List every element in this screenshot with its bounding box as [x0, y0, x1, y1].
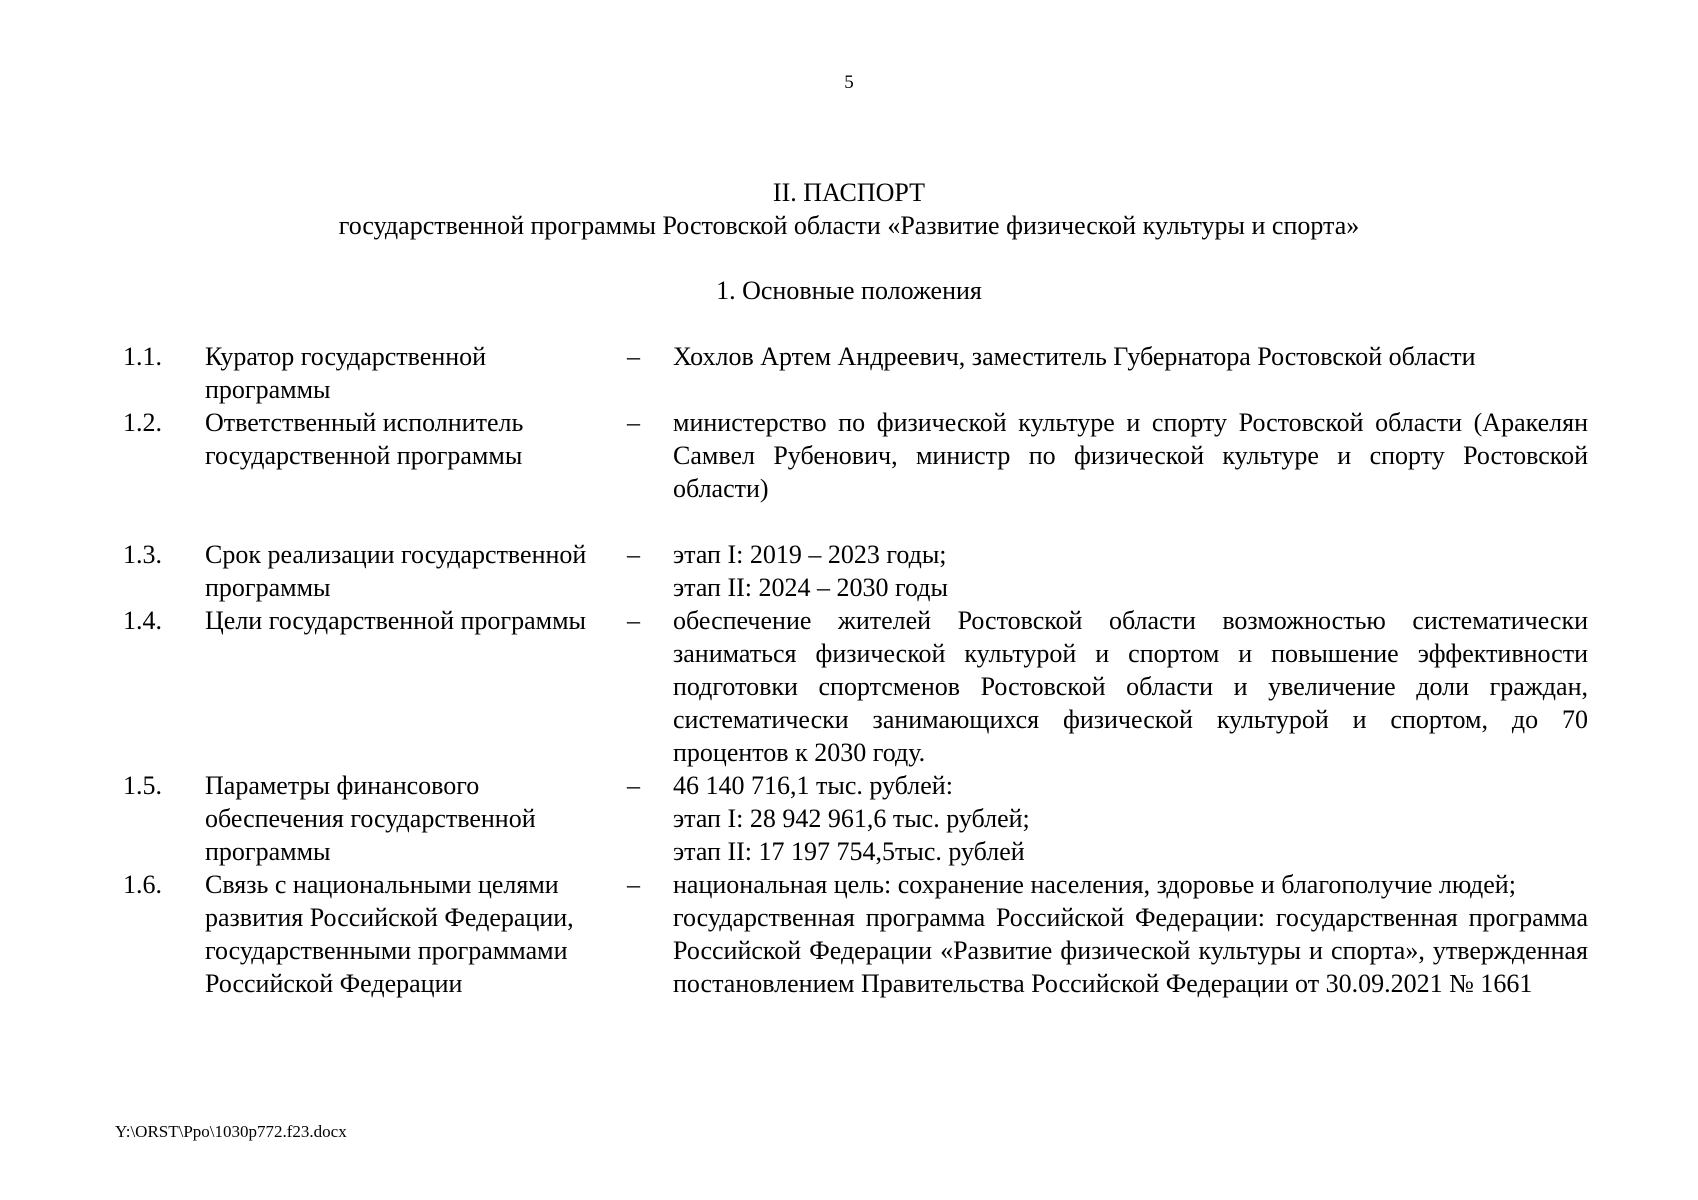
- row-dash: –: [627, 870, 640, 899]
- row-value-line: обеспечение жителей Ростовской области возможностью систематически заниматься физической культурой и спортом и повышение эффективности подготовки спортсменов Ростовской области и увеличение доли граждан, систематически занимающихся физической культурой и спортом, до 70 процентов к 2030 году.: [673, 606, 1588, 767]
- row-value: [673, 406, 1588, 505]
- row-dash: –: [627, 771, 640, 800]
- table-row-1-1: [123, 340, 1583, 406]
- row-label: Связь с национальными целями развития Российской Федерации, государственными программами Российской Федерации: [205, 870, 574, 998]
- row-dash: –: [627, 342, 640, 371]
- row-value: [673, 868, 1588, 1000]
- table-row-1-4: [123, 604, 1588, 769]
- row-value-line: национальная цель: сохранение населения, здоровье и благополучие людей;: [673, 870, 1516, 899]
- row-value-line: министерство по физической культуре и спорту Ростовской области (Аракелян Самвел Рубенович, министр по физической культуре и спорту Ростовской области): [673, 408, 1588, 503]
- row-value-line: 46 140 716,1 тыс. рублей:: [673, 771, 953, 800]
- row-value-line: этап I: 28 942 961,6 тыс. рублей;: [673, 804, 1030, 833]
- document-title: II. ПАСПОРТ: [772, 178, 926, 207]
- row-number: 1.4.: [123, 606, 162, 635]
- row-value-line: этап II: 17 197 754,5тыс. рублей: [673, 837, 1025, 866]
- table-row-1-3: [123, 538, 1583, 604]
- row-number: 1.6.: [123, 870, 162, 899]
- table-row-1-5: [123, 769, 1583, 868]
- footer-file-path: Y:\ORST\Ppo\1030p772.f23.docx: [115, 1122, 347, 1141]
- row-number: 1.1.: [123, 342, 162, 371]
- table-row-1-2: [123, 406, 1588, 505]
- document-title-block: [0, 176, 1698, 242]
- row-number: 1.2.: [123, 408, 162, 437]
- row-number: 1.5.: [123, 771, 162, 800]
- row-value-line: Хохлов Артем Андреевич, заместитель Губернатора Ростовской области: [673, 342, 1476, 371]
- passport-table: [123, 340, 1588, 1000]
- row-label: Срок реализации государственной программы: [205, 540, 587, 602]
- document-subtitle: государственной программы Ростовской области «Развитие физической культуры и спорта»: [338, 211, 1360, 240]
- row-value: [673, 538, 1588, 604]
- row-value: [673, 769, 1588, 868]
- section-title: 1. Основные положения: [716, 276, 982, 305]
- table-row-1-6: [123, 868, 1588, 1000]
- page-number: 5: [844, 72, 854, 93]
- row-value: [673, 340, 1588, 373]
- row-value-line: государственная программа Российской Федерации: государственная программа Российской Федерации «Развитие физической культуры и спорта», утвержденная постановлением Правительства Российской Федерации от 30.09.2021 № 1661: [673, 903, 1588, 998]
- row-dash: –: [627, 540, 640, 569]
- row-dash: –: [627, 408, 640, 437]
- row-value-line: этап II: 2024 – 2030 годы: [673, 573, 948, 602]
- row-label: Цели государственной программы: [205, 606, 586, 635]
- row-value-line: этап I: 2019 – 2023 годы;: [673, 540, 947, 569]
- row-value: [673, 604, 1588, 769]
- row-label: Параметры финансового обеспечения государственной программы: [205, 771, 536, 866]
- row-dash: –: [627, 606, 640, 635]
- row-label: Ответственный исполнитель государственной программы: [205, 408, 524, 470]
- row-number: 1.3.: [123, 540, 162, 569]
- row-label: Куратор государственной программы: [205, 342, 487, 404]
